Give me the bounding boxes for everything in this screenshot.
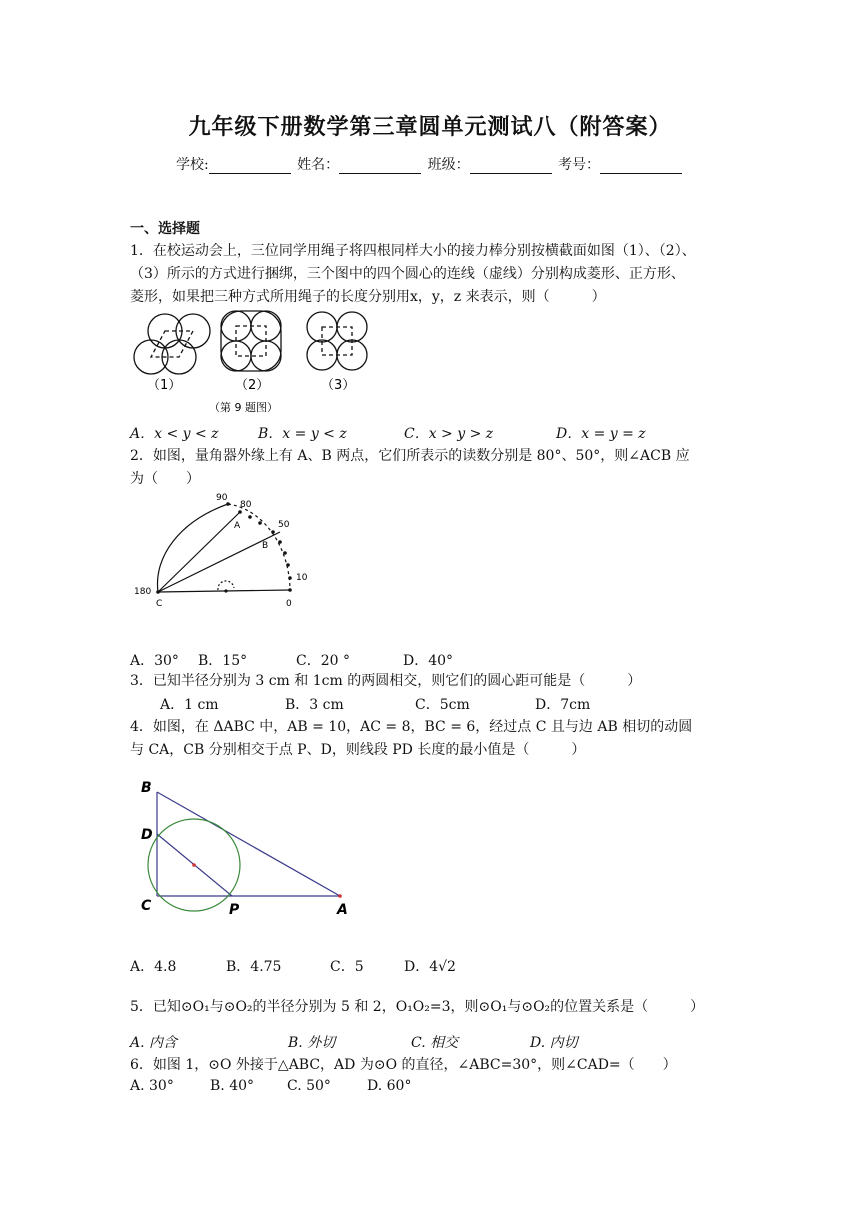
q2-line-1: 2．如图，量角器外缘上有 A、B 两点，它们所表示的读数分别是 80°、50°，则∠ACB 应 — [130, 448, 690, 464]
label-0: 0 — [286, 599, 292, 609]
fig-label-1: （1） — [147, 378, 182, 393]
q2-line-2: 为（ ） — [130, 471, 200, 487]
q5-option-b[interactable]: B. 外切 — [288, 1035, 336, 1051]
label-c: C — [141, 898, 152, 914]
label-c: C — [156, 599, 163, 609]
label-180: 180 — [134, 587, 152, 597]
q2-option-a[interactable]: A．30° — [130, 653, 179, 669]
q3-option-d[interactable]: D．7cm — [535, 697, 591, 713]
q6-option-a[interactable]: A. 30° — [130, 1078, 174, 1094]
q2-protractor-figure — [130, 490, 320, 615]
side-ab — [157, 792, 340, 896]
label-80: 80 — [240, 500, 252, 510]
q4-option-a[interactable]: A．4.8 — [130, 959, 177, 975]
exam-no-label: 考号： — [558, 157, 601, 173]
class-blank[interactable] — [470, 159, 552, 174]
label-90: 90 — [216, 493, 228, 503]
q5-line-1: 5．已知⊙O₁与⊙O₂的半径分别为 5 和 2，O₁O₂=3，则⊙O₁与⊙O₂的位置关系是（ ） — [130, 999, 705, 1015]
q3-option-a[interactable]: A．1 cm — [160, 697, 219, 713]
q6-option-d[interactable]: D. 60° — [367, 1078, 412, 1094]
protractor-outer-arc — [228, 504, 290, 590]
school-label: 学校: — [175, 157, 209, 173]
label-b: B — [141, 780, 152, 796]
q3-option-c[interactable]: C．5cm — [415, 697, 470, 713]
fig-caption: （第 9 题图） — [209, 401, 278, 413]
label-d: D — [141, 827, 153, 843]
q1-line-3: 菱形，如果把三种方式所用绳子的长度分别用x，y，z 来表示，则（ ） — [130, 289, 606, 305]
q1-figures — [125, 305, 385, 413]
q1-line-2: （3）所示的方式进行捆绑，三个图中的四个圆心的连线（虚线）分别构成菱形、正方形、 — [130, 266, 685, 282]
fig-label-2: （2） — [235, 378, 270, 393]
q4-option-c[interactable]: C．5 — [330, 959, 364, 975]
name-label: 姓名： — [297, 157, 340, 173]
student-info-line — [0, 154, 860, 174]
q3-line-1: 3．已知半径分别为 3 cm 和 1cm 的两圆相交，则它们的圆心距可能是（ ） — [130, 673, 642, 689]
q4-line-2: 与 CA，CB 分别相交于点 P、D，则线段 PD 长度的最小值是（ ） — [130, 742, 586, 758]
q4-triangle-figure — [135, 772, 365, 922]
school-blank[interactable] — [209, 159, 291, 174]
q5-option-a[interactable]: A. 内含 — [130, 1035, 178, 1051]
q1-line-1: 1．在校运动会上，三位同学用绳子将四根同样大小的接力棒分别按横截面如图（1）、（2）、 — [130, 243, 696, 259]
q1-option-c[interactable]: C．x > y > z — [404, 426, 494, 442]
q1-option-d[interactable]: D．x = y = z — [556, 426, 646, 442]
q2-option-c[interactable]: C．20 ° — [296, 653, 350, 669]
protractor-inner-arc — [157, 504, 228, 592]
label-b: B — [262, 541, 269, 551]
q6-option-b[interactable]: B. 40° — [210, 1078, 255, 1094]
exam-no-blank[interactable] — [600, 159, 682, 174]
figure-rhombus-2 — [307, 312, 367, 370]
q3-option-b[interactable]: B．3 cm — [285, 697, 344, 713]
q4-option-b[interactable]: B．4.75 — [226, 959, 282, 975]
label-10: 10 — [296, 573, 308, 583]
line-ca — [158, 512, 240, 592]
fig-label-3: （3） — [321, 378, 356, 393]
section-heading: 一、选择题 — [130, 221, 200, 237]
q5-option-c[interactable]: C. 相交 — [411, 1035, 459, 1051]
q1-option-b[interactable]: B．x = y < z — [258, 426, 347, 442]
q5-option-d[interactable]: D. 内切 — [530, 1035, 578, 1051]
page-title: 九年级下册数学第三章圆单元测试八（附答案） — [188, 115, 672, 140]
protractor-base — [158, 590, 290, 592]
q6-option-c[interactable]: C. 50° — [287, 1078, 331, 1094]
q4-option-d[interactable]: D．4√2 — [404, 959, 456, 975]
q2-option-d[interactable]: D．40° — [403, 653, 454, 669]
label-a: A — [234, 521, 241, 531]
figure-square — [221, 311, 281, 371]
figure-rhombus-1 — [134, 314, 210, 374]
q6-line-1: 6．如图 1，⊙O 外接于△ABC，AD 为⊙O 的直径，∠ABC=30°，则∠CAD=（ ） — [130, 1057, 677, 1073]
label-50: 50 — [278, 520, 290, 530]
label-p: P — [229, 902, 240, 918]
q2-option-b[interactable]: B．15° — [198, 653, 248, 669]
label-a: A — [337, 902, 348, 918]
class-label: 班级： — [427, 157, 470, 173]
name-blank[interactable] — [339, 159, 421, 174]
q4-line-1: 4．如图，在 ΔABC 中，AB = 10，AC = 8，BC = 6，经过点 C 且与边 AB 相切的动圆 — [130, 719, 693, 735]
q1-option-a[interactable]: A．x < y < z — [130, 426, 219, 442]
